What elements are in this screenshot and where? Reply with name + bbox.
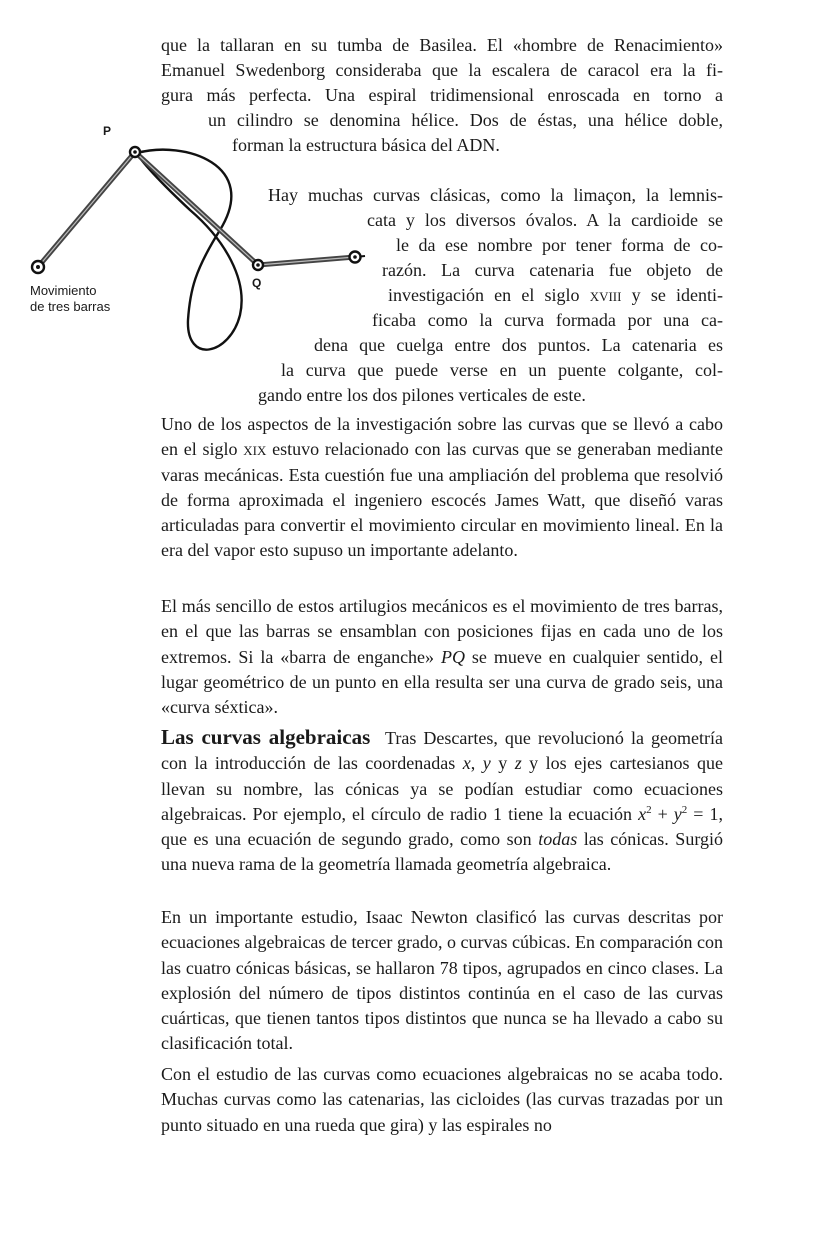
text-line: cata y los diversos óvalos. A la cardioide se <box>367 210 723 230</box>
text-line: le da ese nombre por tener forma de co- <box>396 235 723 255</box>
text-line: que la tallaran en su tumba de Basilea. El «hombre de Renacimiento» <box>161 35 723 55</box>
text-line: un cilindro se denomina hélice. Dos de éstas, una hélice doble, <box>208 110 723 130</box>
paragraph-three-bar: El más sencillo de estos artilugios mecánicos es el movimiento de tres barras, en el que las barras se ensamblan con posiciones fijas en cada uno de los extremos. Si la «barra de enganche» PQ se mueve en cualquier sentido, el lugar geométrico de un punto en ella resulta ser una curva de grado seis, una «curva séxtica». <box>161 596 723 718</box>
text-line: gando entre los dos pilones verticales de este. <box>258 385 586 405</box>
text-line: razón. La curva catenaria fue objeto de <box>382 260 723 280</box>
paragraph-last: Con el estudio de las curvas como ecuaciones algebraicas no se acaba todo. Muchas curvas como las catenarias, las cicloides (las curvas trazadas por un punto situado en una rueda que gira) y las espirales no <box>161 1064 723 1135</box>
sextic-curve <box>137 150 242 350</box>
label-p: P <box>103 124 112 138</box>
figure-caption: Movimiento de tres barras <box>30 283 111 314</box>
text-line: investigación en el siglo xviii y se identi- <box>388 285 723 305</box>
section-heading: Las curvas algebraicas <box>161 725 371 749</box>
label-q: Q <box>252 276 262 290</box>
paragraph-newton: En un importante estudio, Isaac Newton clasificó las curvas descritas por ecuaciones algebraicas de tercer grado, o curvas cúbicas. En comparación con las cuatro cónicas básicas, se hallaron 78 tipos, agrupados en cinco clases. La explosión del número de tipos distintos continúa en el caso de las curvas cuárticas, que tienen tantos tipos distintos que nunca se ha llevado a cabo su clasificación total. <box>161 907 723 1054</box>
text-line: Emanuel Swedenborg consideraba que la escalera de caracol era la fi- <box>161 60 723 80</box>
text-line: la curva que puede verse en un puente colgante, col- <box>281 360 723 380</box>
text-line: dena que cuelga entre dos puntos. La catenaria es <box>314 335 723 355</box>
text-line: ficaba como la curva formada por una ca- <box>372 310 723 330</box>
text-line: Hay muchas curvas clásicas, como la limaçon, la lemnis- <box>268 185 723 205</box>
paragraph-algebraic-curves: Las curvas algebraicas Tras Descartes, que revolucionó la geometría con la introducción de las coordenadas x, y y z y los ejes cartesianos que llevan su nombre, las cónicas ya se podían estudiar como ecuaciones algebraicas. Por ejemplo, el círculo de radio 1 tiene la ecuación $x^2 + y^2 = 1$, que es una ecuación de segundo grado, como son todas las cónicas. Surgió una nueva rama de la geometría llamada geometría algebraica. <box>161 725 724 875</box>
text-line: forman la estructura básica del ADN. <box>232 135 500 155</box>
text-line: gura más perfecta. Una espiral tridimensional enroscada en torno a <box>161 85 723 105</box>
paragraph-watt: Uno de los aspectos de la investigación sobre las curvas que se llevó a cabo en el siglo xix estuvo relacionado con las curvas que se generaban mediante varas mecánicas. Esta cuestión fue una ampliación del problema que resolvió de forma aproximada el ingeniero escocés James Watt, que diseñó varas articuladas para convertir el movimiento circular en movimiento lineal. En la era del vapor esto supuso un importante adelanto. <box>161 414 723 561</box>
